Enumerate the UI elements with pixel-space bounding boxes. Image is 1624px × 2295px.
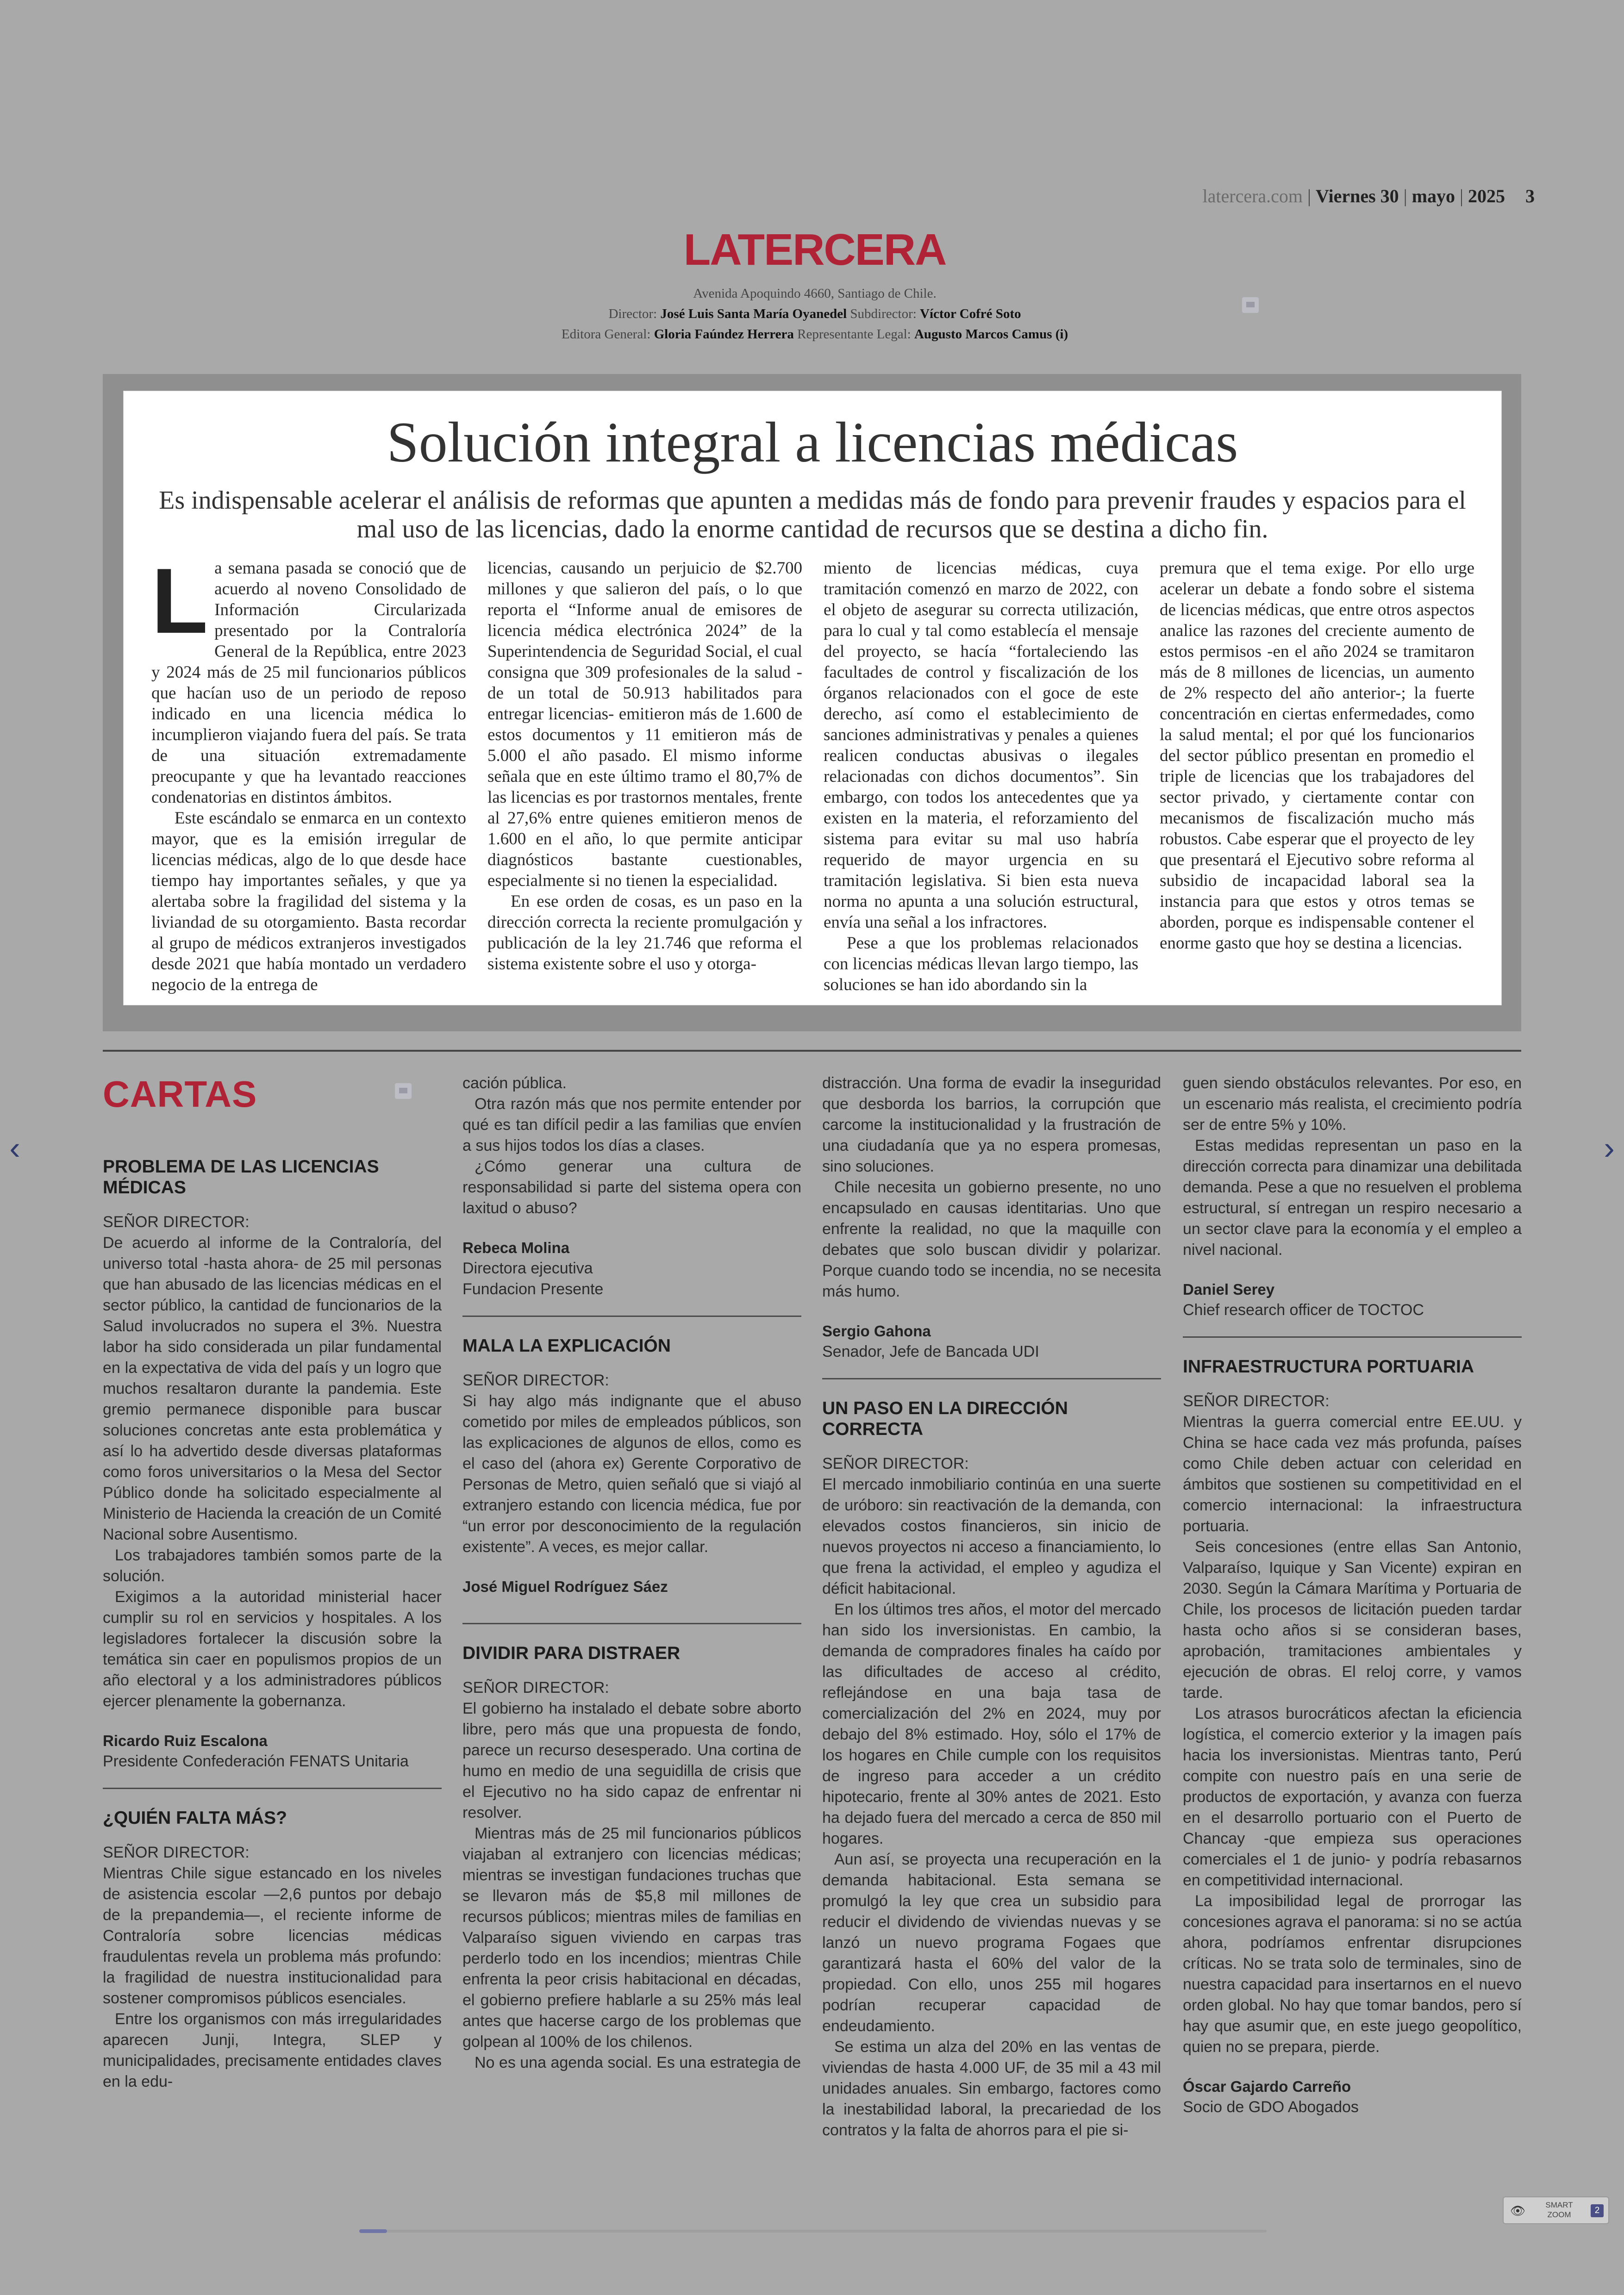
editorial-title: Solución integral a licencias médicas xyxy=(387,411,1238,474)
section-divider xyxy=(103,1050,1521,1052)
editorial-column-4: premura que el tema exige. Por ello urge acelerar un debate a fondo sobre el sistema de licencias médicas, que entre otros aspectos analice las razones del creciente aumento de estos permisos -en el año 2024 se tramitaron más de 8 millones de licencias, un aumento de 2% respecto del año anterior-; la fuerte concentración en ciertas enfermedades, como la salud mental; el por qué los funcionarios del sector público presentan en promedio el triple de licencias que los trabajadores del sector privado, y ciertamente contar con mecanismos de fiscalización mucho más robustos. Cabe esperar que el proyecto de ley que presentará el Ejecutivo sobre reforma al subsidio de incapacidad laboral sea la instancia para que estos y otros temas se aborden, porque es indispensable contener el enorme gasto que hoy se destina a licencias. xyxy=(1160,559,1474,953)
letter-title: PROBLEMA DE LAS LICENCIAS MÉDICAS xyxy=(103,1157,379,1197)
letter-author: Óscar Gajardo Carreño xyxy=(1183,2078,1351,2095)
letter-author: Sergio Gahona xyxy=(822,1322,931,1340)
letter-author: José Miguel Rodríguez Sáez xyxy=(462,1578,668,1595)
smart-zoom-button[interactable] xyxy=(1503,2196,1609,2224)
page-scrollbar-thumb[interactable] xyxy=(359,2229,387,2233)
letter-title: DIVIDIR PARA DISTRAER xyxy=(462,1643,681,1663)
zoom-level-badge: 2 xyxy=(1591,2204,1604,2217)
editorial-subtitle: Es indispensable acelerar el análisis de reformas que apunten a medidas más de fondo para prevenir fraudes y espacios para el mal uso de las licencias, dado la enorme cantidad de recursos que se destina a dicho fin. xyxy=(159,486,1466,543)
newspaper-logo: LATERCERA xyxy=(683,225,946,274)
letters-column-3: distracción. Una forma de evadir la inseguridad que desborda los barrios, la corrupción que carcome la institucionalidad y la frustración de una ciudadanía que ya no espera promesas, sino soluciones. Chile necesita un gobierno presente, no uno encapsulado en causas identitarias. Uno que enfrente la realidad, no que la maquille con debates que solo buscan dividir y polarizar. Porque cuando todo se incendia, no se necesita más humo. Sergio Gahona Senador, Jefe de Bancada UDI UN PASO EN LA DIRECCIÓN CORRECTA SEÑOR DIRECTOR: El mercado inmobiliario continúa en una suerte de uróboro: sin reactivación de la demanda, con elevados costos financieros, sin inicio de nuevos proyectos ni acceso a financiamiento, lo que frena la actividad, el empleo y agudiza el déficit habitacional. En los últimos tres años, el motor del mercado han sido los inversionistas. En cambio, la demanda de compradores finales ha caído por las dificultades de acceso al crédito, reflejándose en una baja tasa de comercialización del 2% en 2024, muy por debajo del 8% estimado. Hoy, sólo el 17% de los hogares en Chile cumple con los requisitos de ingreso para acceder a un crédito hipotecario, frente al 30% antes de 2021. Esto ha dejado fuera del mercado a cerca de 850 mil hogares. Aun así, se proyecta una recuperación en la demanda habitacional. Esta semana se promulgó la ley que crea un subsidio para reducir el dividendo de viviendas nuevas y se lanzó un nuevo programa Fogaes que garantizará hasta el 60% del valor de la propiedad. Con ello, unos 255 mil hogares podrían recuperar capacidad de endeudamiento. Se estima un alza del 20% en las ventas de viviendas de hasta 4.000 UF, de 35 mil a 43 mil unidades anuales. Sin embargo, factores como la inestabilidad laboral, la precariedad de los contratos y la falta de ahorros para el pie si- xyxy=(822,1074,1161,2139)
dateline: latercera.com | Viernes 30 | mayo | 2025 3 xyxy=(1202,186,1535,206)
address: Avenida Apoquindo 4660, Santiago de Chile. xyxy=(693,286,937,301)
editorial-column-2: licencias, causando un perjuicio de $2.700 millones y que salieron del país, o lo que reporta el “Informe anual de emisores de licencia médica electrónica 2024” de la Superintendencia de Seguridad Social, el cual consigna que 309 profesionales de la salud -de un total de 50.913 habilitados para entregar licencias- emitieron más de 1.600 de estos documentos y 11 emitieron más de 5.000 el año pasado. El mismo informe señala que en este último tramo el 80,7% de las licencias es por trastornos mentales, frente al 27,6% entre quienes emitieron menos de 1.600 en el año, lo que permite anticipar diagnósticos bastante cuestionables, especialmente si no tienen la especialidad. En ese orden de cosas, es un paso en la dirección correcta la reciente promulgación y publicación de la ley 21.746 que reforma el sistema existente sobre el uso y otorga- xyxy=(487,559,802,973)
letter-author: Daniel Serey xyxy=(1183,1281,1275,1298)
directors-line: Director: José Luis Santa María Oyanedel Subdirector: Víctor Cofré Soto xyxy=(608,306,1021,321)
letter-author: Ricardo Ruiz Escalona xyxy=(103,1732,268,1749)
letter-title: UN PASO EN LA DIRECCIÓN CORRECTA xyxy=(822,1398,1068,1439)
cartas-section-title: CARTAS xyxy=(103,1073,257,1115)
page-scrollbar[interactable] xyxy=(359,2230,1267,2233)
letters-column-4: guen siendo obstáculos relevantes. Por eso, en un escenario más realista, el crecimiento podría ser de entre 5% y 10%. Estas medidas representan un paso en la dirección correcta para dinamizar una debilitada demanda. Pese a que no resuelven el problema estructural, sí entregan un respiro necesario a un sector clave para la economía y el empleo a nivel nacional. Daniel Serey Chief research officer de TOCTOC INFRAESTRUCTURA PORTUARIA SEÑOR DIRECTOR: Mientras la guerra comercial entre EE.UU. y China se hace cada vez más profunda, países como Chile deben actuar con celeridad en ámbitos que sostienen su competitividad en el comercio internacional: la infraestructura portuaria. Seis concesiones (entre ellas San Antonio, Valparaíso, Iquique y San Vicente) expiran en 2030. Según la Cámara Marítima y Portuaria de Chile, los procesos de licitación pueden tardar hasta ocho años si se consideran bases, aprobación, tramitaciones ambientales y ejecución de obras. El reloj corre, y vamos tarde. Los atrasos burocráticos afectan la eficiencia logística, el comercio exterior y la imagen país hacia los inversionistas. Mientras tanto, Perú compite con nuestro país en una serie de productos de exportación, y avanza con fuerza en el desarrollo portuario con el Puerto de Chancay -que empieza sus operaciones comerciales el 1 de junio- y podría rebasarnos en competitividad internacional. La imposibilidad legal de prorrogar las concesiones agrava el panorama: si no se actúa ahora, podríamos enfrentar disrupciones críticas. No se trata solo de terminales, sino de nuestra capacidad para insertarnos en el nuevo orden global. No hay que tomar bandos, pero sí hay que asumir que, en este juego geopolítico, quien no se prepara, pierde. Óscar Gajardo Carreño Socio de GDO Abogados xyxy=(1183,1074,1522,2116)
date-month: mayo xyxy=(1412,186,1455,206)
previous-page-icon[interactable]: ‹ xyxy=(9,1130,20,1166)
eye-icon: 👁 xyxy=(1510,2204,1526,2218)
masthead-credits xyxy=(463,283,1167,344)
editors-line: Editora General: Gloria Faúndez Herrera Representante Legal: Augusto Marcos Camus (i) xyxy=(561,327,1068,342)
letter-author: Rebeca Molina xyxy=(462,1239,570,1256)
cartas-link-icon[interactable] xyxy=(395,1083,412,1099)
letters-column-2: cación pública. Otra razón más que nos permite entender por qué es tan difícil pedir a las familias que envíen a sus hijos todos los días a clases. ¿Cómo generar una cultura de responsabilidad si parte del sistema opera con laxitud o abuso? Rebeca Molina Directora ejecutiva Fundacion Presente MALA LA EXPLICACIÓN SEÑOR DIRECTOR: Si hay algo más indignante que el abuso cometido por miles de empleados públicos, son las explicaciones de algunos de ellos, como es el caso del (ahora ex) Gerente Corporativo de Personas de Metro, quien señaló que si viajó al extranjero estando con licencia médica, fue por “un error por desconocimiento de la regulación existente”. A veces, es mejor callar. José Miguel Rodríguez Sáez DIVIDIR PARA DISTRAER SEÑOR DIRECTOR: El gobierno ha instalado el debate sobre aborto libre, pero más que una propuesta de fondo, parece un recurso desesperado. Una cortina de humo en medio de una seguidilla de crisis que el Ejecutivo no ha sido capaz de enfrentar ni resolver. Mientras más de 25 mil funcionarios públicos viajaban al extranjero con licencias médicas; mientras se investigan fundaciones truchas que se llevaron más de $5,8 mil millones de recursos públicos; mientras miles de familias en Valparaíso siguen viviendo en carpas tras perderlo todo en los incendios; mientras Chile enfrenta la peor crisis habitacional en décadas, el gobierno prefiere hablarle a su 25% más leal antes que hacerse cargo de los problemas que golpean al 100% de los chilenos. No es una agenda social. Es una estrategia de xyxy=(462,1074,801,2071)
article-link-icon[interactable] xyxy=(1242,297,1259,313)
date-year: 2025 xyxy=(1468,186,1505,206)
letters-column-1: PROBLEMA DE LAS LICENCIAS MÉDICAS SEÑOR DIRECTOR: De acuerdo al informe de la Contraloría, del universo total -hasta ahora- de 25 mil personas que han abusado de las licencias médicas en el sector público, la cantidad de funcionarios de la Salud involucrados no supera el 3%. Nuestra labor ha sido considerada un pilar fundamental en la expectativa de vida del país y un logro que muchos resaltaron durante la pandemia. Este gremio permanece disponible para buscar soluciones concretas ante esta problemática y así lo ha advertido desde diversas plataformas como foros universitarios o la Mesa del Sector Público donde ha solicitado especialmente al Ministerio de Hacienda la creación de un Comité Nacional sobre Ausentismo. Los trabajadores también somos parte de la solución. Exigimos a la autoridad ministerial hacer cumplir su rol en servicios y hospitales. A los legisladores fortalecer la discusión sobre la temática sin caer en populismos propios de un año electoral y a los administradores públicos ejercer plenamente la gobernanza. Ricardo Ruiz Escalona Presidente Confederación FENATS Unitaria ¿QUIÉN FALTA MÁS? SEÑOR DIRECTOR: Mientras Chile sigue estancado en los niveles de asistencia escolar —2,6 puntos por debajo de la prepandemia—, el reciente informe de Contraloría sobre licencias médicas fraudulentas revela un problema más profundo: la fragilidad de nuestra institucionalidad para sostener compromisos públicos esenciales. Entre los organismos con más irregularidades aparecen Junji, Integra, SLEP y municipalidades, precisamente entidades claves en la edu- xyxy=(103,1157,442,2090)
smart-zoom-label: SMART ZOOM xyxy=(1545,2201,1573,2219)
letter-title: ¿QUIÉN FALTA MÁS? xyxy=(103,1808,287,1828)
letter-title: INFRAESTRUCTURA PORTUARIA xyxy=(1183,1357,1474,1377)
page-number: 3 xyxy=(1525,186,1535,206)
date-weekday: Viernes 30 xyxy=(1316,186,1399,206)
editorial-column-3: miento de licencias médicas, cuya tramitación comenzó en marzo de 2022, con el objeto de asegurar su correcta utilización, para lo cual y tal como establecía el mensaje del proyecto, se hacía “fortaleciendo las facultades de control y fiscalización de los órganos relacionados con el goce de este derecho, así como el establecimiento de sanciones administrativas y penales a quienes realicen conductas abusivas o ilegales relacionadas con dichos documentos”. Sin embargo, con todos los antecedentes que ya existen en la materia, el reforzamiento del sistema para evitar su mal uso habría requerido de mayor urgencia en su tramitación legislativa. Si bien esta nueva norma no apunta a una solución estructural, envía una señal a los infractores. Pese a que los problemas relacionados con licencias médicas llevan largo tiempo, las soluciones se han ido abordando sin la xyxy=(824,559,1138,994)
site-url[interactable]: latercera.com xyxy=(1202,186,1303,206)
editorial-column-1: L a semana pasada se conoció que de acuerdo al noveno Consolidado de Información Circularizada presentado por la Contraloría General de la República, entre 2023 y 2024 más de 25 mil funcionarios públicos que hacían uso de un periodo de reposo indicado en una licencia médica lo incumplieron viajando fuera del país. Se trata de una situación extremadamente preocupante y que ha levantado reacciones condenatorias en distintos ámbitos. Este escándalo se enmarca en un contexto mayor, que es la emisión irregular de licencias médicas, algo de lo que desde hace tiempo hay importantes señales, y que ya alertaba sobre la fragilidad del sistema y la liviandad de su otorgamiento. Basta recordar al grupo de médicos extranjeros investigados desde 2021 que había montado un verdadero negocio de la entrega de xyxy=(151,558,466,994)
letter-title: MALA LA EXPLICACIÓN xyxy=(462,1336,671,1356)
next-page-icon[interactable]: › xyxy=(1604,1130,1615,1166)
drop-cap: L xyxy=(151,558,208,653)
